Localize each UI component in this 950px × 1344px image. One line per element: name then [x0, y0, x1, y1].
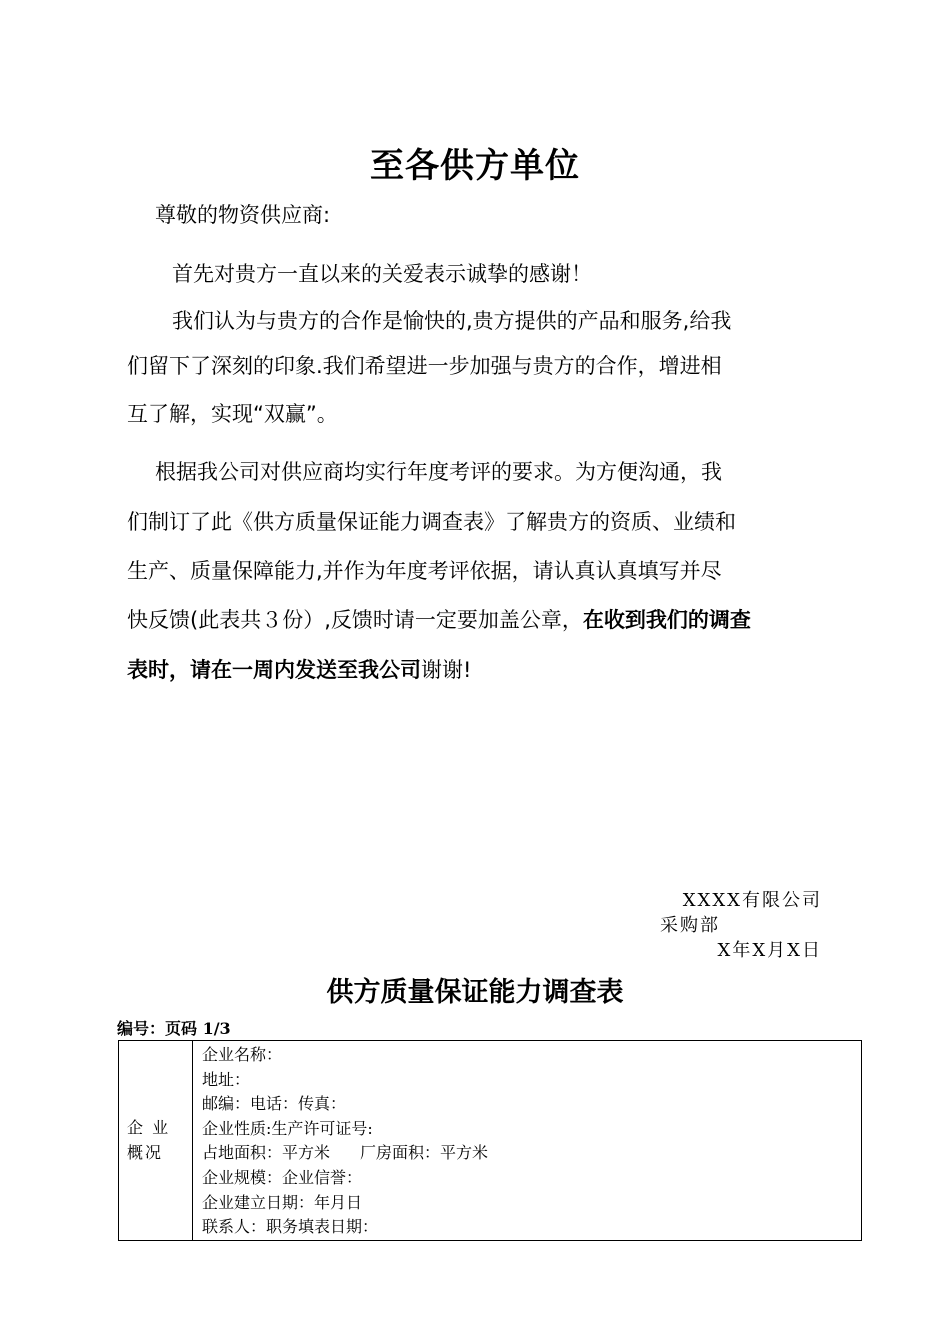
section-label-line: 企 业 — [127, 1118, 171, 1138]
letter-line: 首先对贵方一直以来的关爱表示诚挚的感谢！ — [172, 262, 592, 286]
letter-line-text: 谢谢! — [421, 658, 472, 682]
letter-line-emphasis: 在收到我们的调查 — [582, 608, 751, 632]
letter-line-emphasis: 表时，请在一周内发送至我公司 — [127, 658, 421, 682]
letter-line: 互了解，实现“双赢”。 — [127, 402, 338, 426]
field-postcode-phone-fax: 邮编：电话：传真： — [202, 1094, 347, 1114]
signature-department: 采购部 — [660, 915, 720, 936]
field-land-area: 占地面积：平方米 — [202, 1143, 331, 1163]
salutation: 尊敬的物资供应商: — [155, 203, 331, 227]
field-nature-license: 企业性质:生产许可证号: — [202, 1118, 373, 1138]
signature-date: X年X月X日 — [717, 940, 822, 961]
form-title: 供方质量保证能力调查表 — [326, 977, 624, 1008]
company-overview-table — [118, 1040, 862, 1241]
section-fields-cell — [193, 1041, 862, 1241]
field-contact: 联系人：职务填表日期： — [202, 1217, 379, 1237]
section-label-cell — [119, 1041, 193, 1241]
letter-line — [127, 604, 751, 634]
letter-line — [127, 654, 471, 684]
field-area — [202, 1141, 861, 1166]
field-founded-date: 企业建立日期：年月日 — [202, 1192, 363, 1212]
letter-line-text: 快反馈(此表共３份）,反馈时请一定要加盖公章， — [127, 608, 583, 632]
field-scale-credit: 企业规模：企业信誉： — [202, 1167, 363, 1187]
letter-line: 我们认为与贵方的合作是愉快的,贵方提供的产品和服务,给我 — [172, 309, 732, 333]
letter-line: 们制订了此《供方质量保证能力调查表》了解贵方的资质、业绩和 — [127, 510, 736, 534]
letter-title: 至各供方单位 — [370, 146, 580, 186]
signature-block — [660, 888, 822, 963]
field-plant-area: 厂房面积：平方米 — [360, 1143, 489, 1163]
letter-line: 根据我公司对供应商均实行年度考评的要求。为方便沟通，我 — [155, 460, 722, 484]
form-code: 编号：页码 1/3 — [117, 1019, 231, 1038]
signature-company: XXXX有限公司 — [682, 890, 822, 911]
letter-line: 生产、质量保障能力,并作为年度考评依据，请认真认真填写并尽 — [127, 559, 722, 583]
field-company-name: 企业名称： — [202, 1045, 283, 1064]
table-row — [119, 1041, 862, 1241]
letter-line: 们留下了深刻的印象.我们希望进一步加强与贵方的合作，增进相 — [127, 354, 722, 378]
section-label-line: 概况 — [127, 1143, 164, 1163]
field-address: 地址： — [202, 1069, 251, 1089]
